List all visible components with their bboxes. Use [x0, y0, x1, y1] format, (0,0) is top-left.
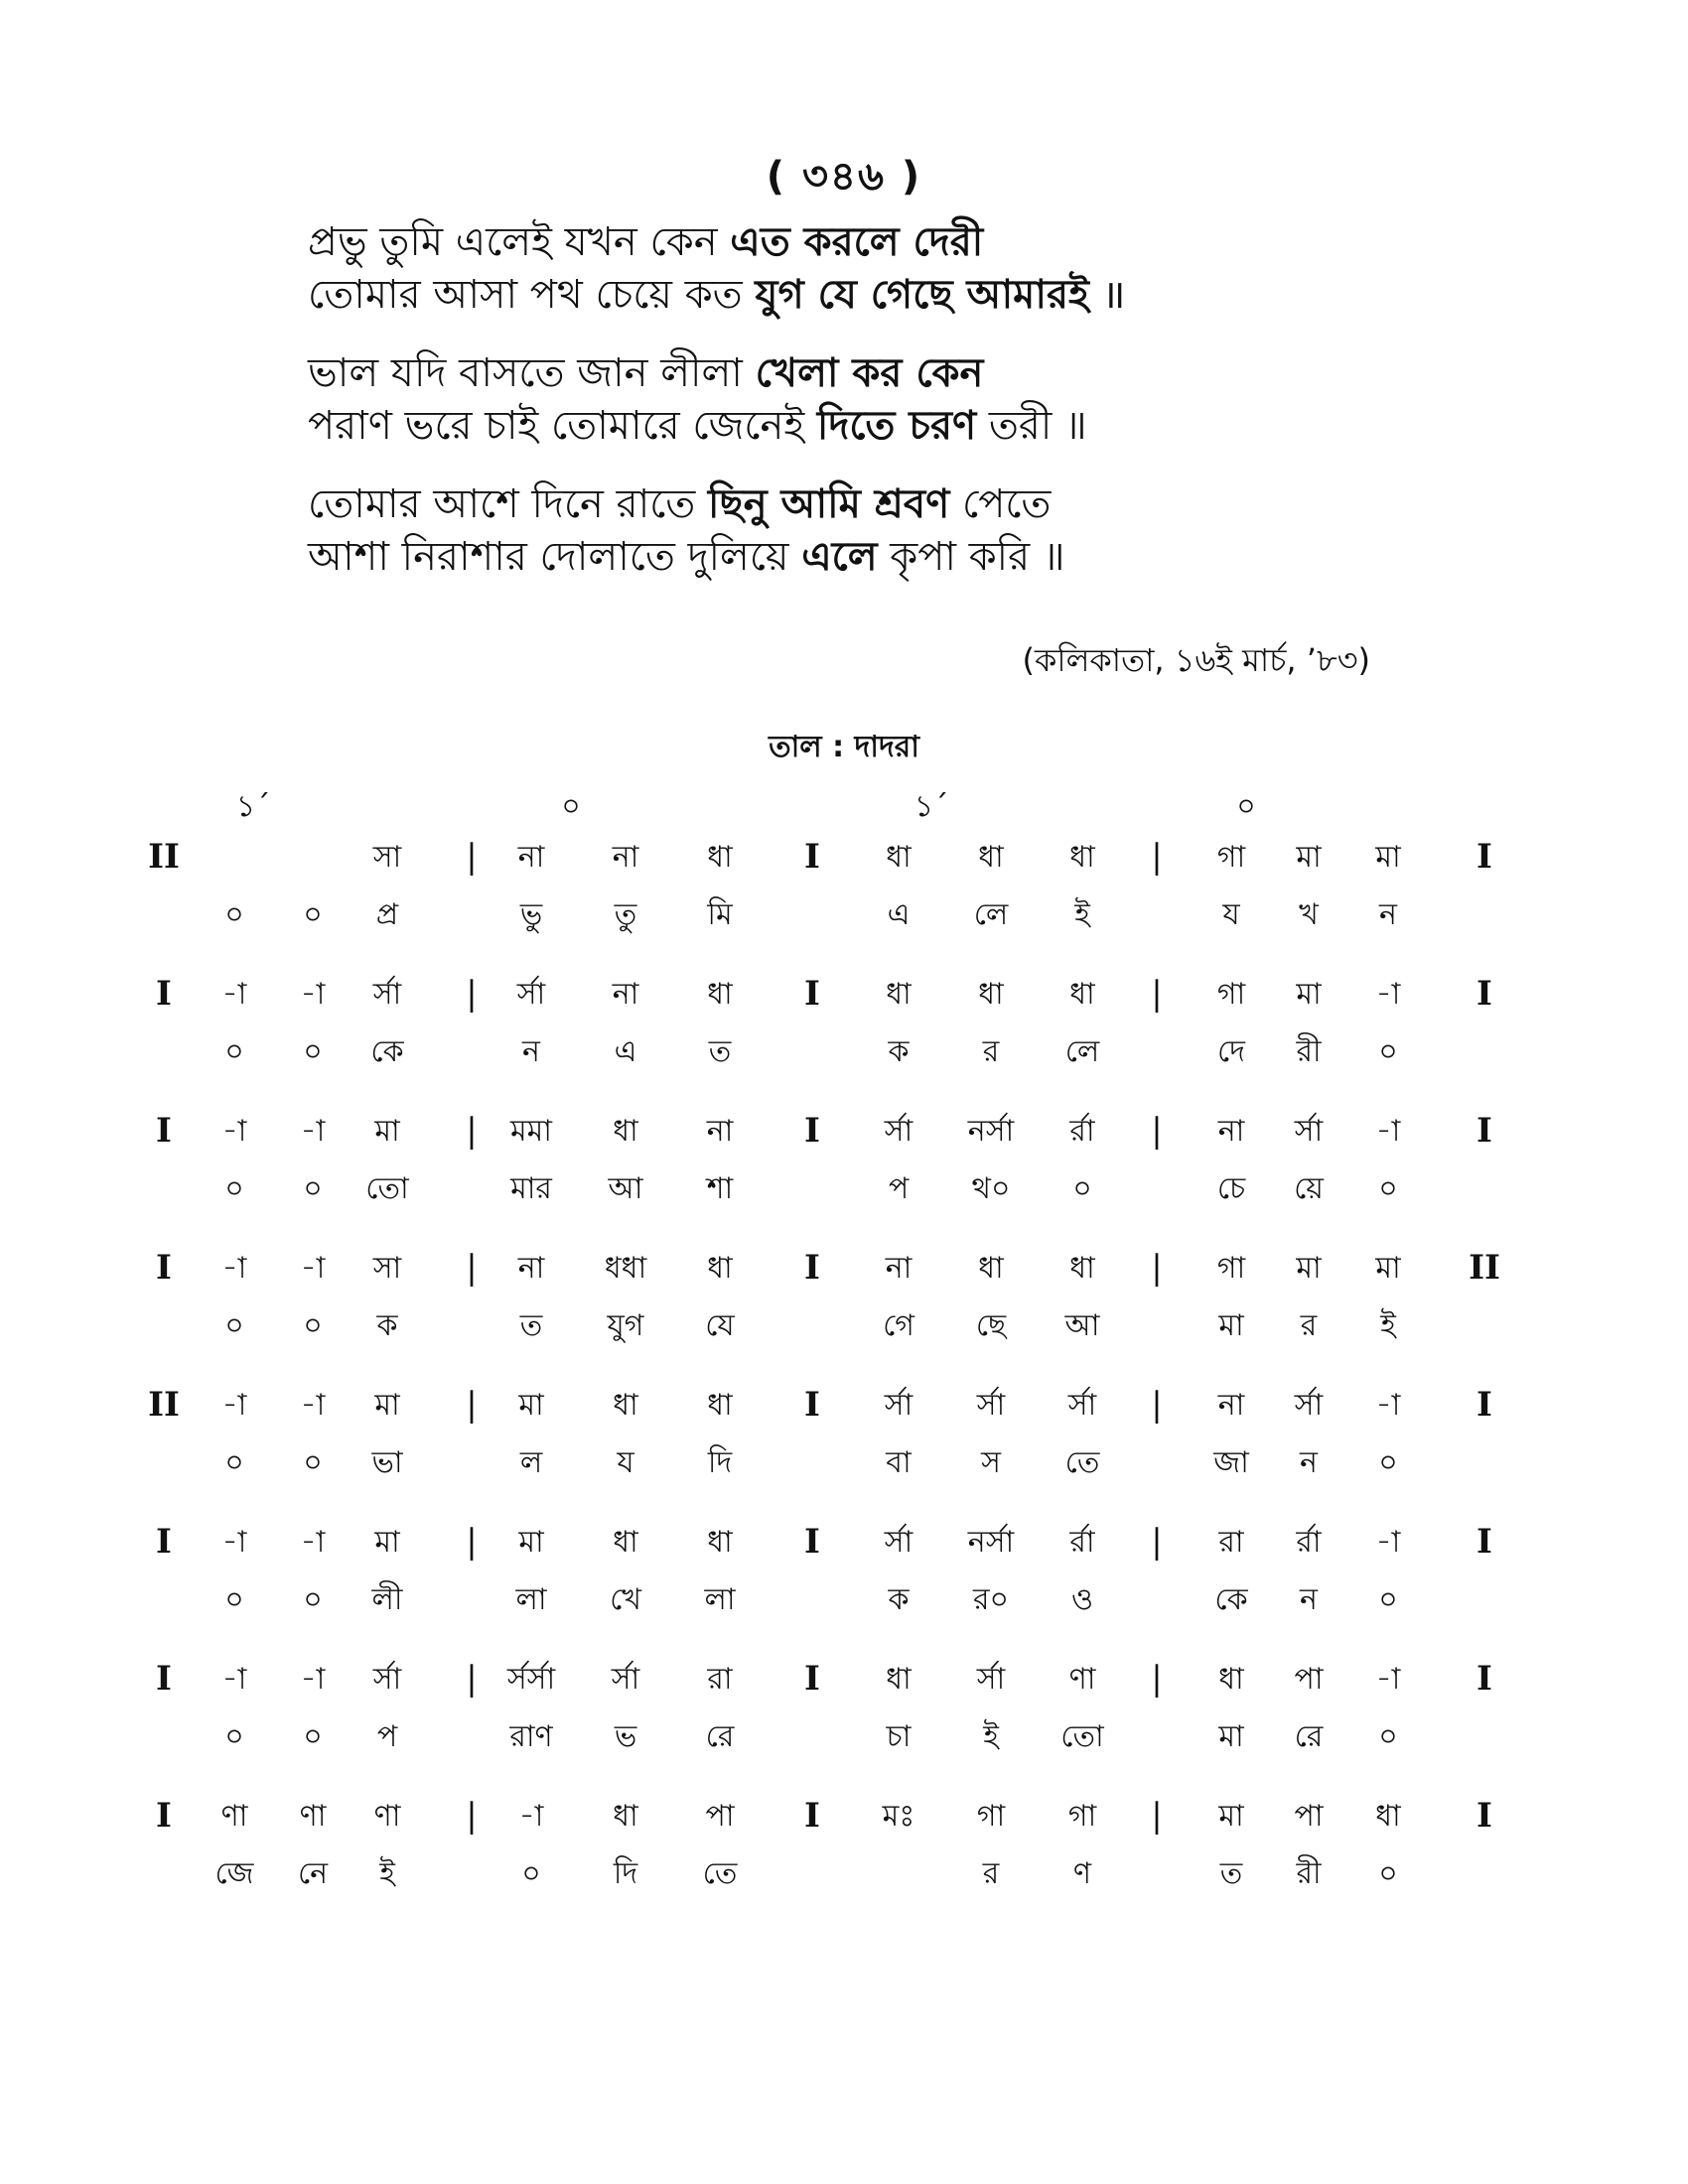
lyric-syllable: তু: [614, 897, 637, 932]
lyric-syllable: প: [376, 1719, 398, 1754]
swara-note: র্সর্সা: [506, 1662, 556, 1697]
swara-note: ধা: [978, 977, 1004, 1012]
lyric-syllable: র০: [972, 1582, 1010, 1617]
beat-divider: |: [466, 1385, 478, 1425]
swara-note: নর্সা: [967, 1525, 1015, 1560]
swara-note: পা: [705, 1799, 735, 1834]
lyric-syllable: ০: [224, 1719, 244, 1754]
lyric-syllable: ই: [1074, 897, 1090, 932]
beat-divider: |: [1151, 1111, 1163, 1151]
lyric-syllable: ০: [224, 897, 244, 932]
swara-note: র্সা: [884, 1525, 914, 1560]
bar-line: II: [148, 1385, 180, 1425]
lyric-syllable: ০: [1378, 1445, 1398, 1480]
lyric-bold-segment: এলে: [801, 534, 878, 580]
bar-line: I: [804, 1248, 820, 1288]
lyric-syllable: খে: [610, 1582, 641, 1617]
song-number: ( ৩৪৬ ): [766, 154, 922, 200]
beat-mark: ০: [1236, 789, 1256, 824]
swara-note: ধা: [886, 1662, 912, 1697]
lyric-syllable: রে: [1294, 1719, 1324, 1754]
lyric-syllable: য়ে: [1294, 1171, 1324, 1206]
lyric-syllable: ক: [376, 1308, 398, 1343]
swara-note: র্সা: [1067, 1388, 1097, 1423]
lyric-syllable: ০: [303, 1308, 323, 1343]
swara-note: ধা: [1218, 1662, 1244, 1697]
lyric-syllable: ল: [519, 1445, 543, 1480]
lyric-syllable: ই: [1380, 1308, 1396, 1343]
beat-divider: |: [466, 1659, 478, 1699]
swara-note: পা: [1294, 1662, 1324, 1697]
lyric-syllable: কে: [370, 1034, 404, 1069]
swara-note: ণা: [373, 1799, 401, 1834]
lyric-syllable: ও: [1070, 1582, 1094, 1617]
beat-divider: |: [466, 1796, 478, 1836]
lyric-syllable: ০: [303, 1582, 323, 1617]
lyric-bold-segment: এত করলে দেরী: [730, 219, 984, 265]
bar-line: I: [804, 1522, 820, 1562]
swara-note: মমা: [509, 1114, 553, 1149]
swara-note: ধা: [707, 977, 733, 1012]
lyric-syllable: ণ: [1072, 1856, 1092, 1891]
swara-note: মঃ: [882, 1799, 915, 1834]
bar-line: I: [156, 1248, 172, 1288]
bar-line: I: [1477, 1111, 1492, 1151]
swara-note: মা: [1296, 1251, 1322, 1286]
swara-note: র্সা: [976, 1662, 1006, 1697]
lyric-syllable: আ: [1064, 1308, 1100, 1343]
swara-note: -া: [1375, 1662, 1401, 1697]
lyric-syllable: যে: [705, 1308, 735, 1343]
swara-note: ধা: [978, 840, 1004, 875]
swara-note: মা: [518, 1525, 544, 1560]
swara-note: -া: [221, 1251, 247, 1286]
beat-divider: |: [466, 1248, 478, 1288]
swara-note: র্সা: [976, 1388, 1006, 1423]
bar-line: II: [1469, 1248, 1500, 1288]
lyric-syllable: ০: [224, 1034, 244, 1069]
bar-line: I: [156, 1111, 172, 1151]
lyric-syllable: ভা: [371, 1445, 403, 1480]
lyric-syllable: ন: [522, 1034, 540, 1069]
swara-note: গা: [1216, 977, 1246, 1012]
swara-note: নর্সা: [967, 1114, 1015, 1149]
swara-note: রা: [707, 1662, 733, 1697]
lyric-syllable: লে: [1064, 1034, 1100, 1069]
lyric-syllable: ০: [1378, 1034, 1398, 1069]
lyric-syllable: ন: [1300, 1445, 1318, 1480]
lyric-segment: আশা নিরাশার দোলাতে দুলিয়ে: [308, 534, 802, 580]
lyric-syllable: ০: [224, 1582, 244, 1617]
beat-divider: |: [466, 974, 478, 1014]
lyric-syllable: র: [982, 1856, 1000, 1891]
swara-note: ণা: [1068, 1662, 1096, 1697]
bar-line: I: [156, 1659, 172, 1699]
lyric-segment: তরী ॥: [976, 403, 1087, 449]
lyric-syllable: র: [982, 1034, 1000, 1069]
lyric-syllable: তে: [1064, 1445, 1100, 1480]
swara-note: মা: [1375, 1251, 1401, 1286]
lyric-syllable: ভ: [614, 1719, 637, 1754]
swara-note: সা: [372, 1251, 402, 1286]
swara-note: -া: [300, 1662, 326, 1697]
beat-divider: |: [466, 1111, 478, 1151]
lyric-syllable: দি: [707, 1445, 733, 1480]
bar-line: I: [804, 837, 820, 877]
swara-note: -া: [518, 1799, 544, 1834]
swara-note: র্সা: [611, 1662, 640, 1697]
swara-note: -া: [1375, 977, 1401, 1012]
swara-note: পা: [1294, 1799, 1324, 1834]
swara-note: ণা: [299, 1799, 327, 1834]
lyric-syllable: থ০: [971, 1171, 1011, 1206]
lyric-syllable: মি: [707, 897, 733, 932]
swara-note: র্রা: [1069, 1114, 1095, 1149]
beat-mark: ০: [561, 789, 581, 824]
swara-note: র্সা: [1294, 1114, 1324, 1149]
swara-note: সা: [372, 840, 402, 875]
swara-note: -া: [300, 1525, 326, 1560]
lyric-syllable: য: [617, 1445, 634, 1480]
bar-line: I: [1477, 1522, 1492, 1562]
lyric-syllable: ক: [888, 1582, 910, 1617]
lyric-syllable: স: [981, 1445, 1001, 1480]
swara-note: না: [1217, 1388, 1245, 1423]
beat-mark: ১´: [235, 789, 271, 824]
bar-line: I: [804, 974, 820, 1014]
bar-line: I: [1477, 1796, 1492, 1836]
lyric-segment: তোমার আসা পথ চেয়ে কত: [308, 272, 756, 318]
swara-note: ধা: [707, 840, 733, 875]
lyric-syllable: দে: [1217, 1034, 1245, 1069]
swara-note: -া: [221, 1525, 247, 1560]
lyric-bold-segment: যুগ যে গেছে আমারই: [755, 272, 1089, 318]
swara-note: না: [612, 977, 639, 1012]
bar-line: I: [804, 1796, 820, 1836]
lyric-syllable: ই: [379, 1856, 395, 1891]
bar-line: I: [156, 974, 172, 1014]
lyric-syllable: প: [888, 1171, 910, 1206]
swara-note: না: [517, 840, 545, 875]
lyric-syllable: তো: [1060, 1719, 1104, 1754]
lyric-syllable: লা: [704, 1582, 736, 1617]
lyric-syllable: লা: [515, 1582, 547, 1617]
lyric-syllable: শা: [706, 1171, 734, 1206]
swara-note: -া: [300, 977, 326, 1012]
lyric-segment: তোমার আশে দিনে রাতে: [308, 481, 709, 527]
lyric-syllable: প্র: [375, 897, 399, 932]
lyric-segment: কৃপা করি ॥: [877, 534, 1065, 580]
lyric-syllable: জা: [1213, 1445, 1249, 1480]
lyric-syllable: এ: [614, 1034, 637, 1069]
lyric-bold-segment: ছিনু আমি শ্রবণ: [708, 481, 950, 527]
lyric-syllable: ০: [1378, 1171, 1398, 1206]
beat-divider: |: [466, 1522, 478, 1562]
lyric-syllable: চা: [886, 1719, 912, 1754]
lyric-syllable: খ: [1299, 897, 1319, 932]
lyric-segment: ভাল যদি বাসতে জান লীলা: [308, 350, 756, 396]
swara-note: র্সা: [372, 1662, 402, 1697]
beat-divider: |: [1151, 837, 1163, 877]
swara-note: -া: [221, 1114, 247, 1149]
swara-note: মা: [374, 1525, 400, 1560]
lyric-syllable: ০: [1378, 1719, 1398, 1754]
beat-mark: ১´: [914, 789, 949, 824]
swara-note: -া: [221, 1388, 247, 1423]
lyric-syllable: রে: [705, 1719, 735, 1754]
lyric-syllable: মার: [510, 1171, 552, 1206]
lyric-syllable: চে: [1216, 1171, 1246, 1206]
lyric-syllable: ০: [1378, 1856, 1398, 1891]
swara-note: গা: [1216, 840, 1246, 875]
lyric-syllable: ০: [1378, 1582, 1398, 1617]
swara-note: ধা: [707, 1251, 733, 1286]
swara-note: ধা: [707, 1525, 733, 1560]
lyric-syllable: য: [1222, 897, 1240, 932]
bar-line: I: [156, 1522, 172, 1562]
swara-note: না: [612, 840, 639, 875]
swara-note: -া: [221, 1662, 247, 1697]
swara-note: মা: [374, 1388, 400, 1423]
swara-note: মা: [1296, 977, 1322, 1012]
lyric-segment: পরাণ ভরে চাই তোমারে জেনেই: [308, 403, 817, 449]
swara-note: মা: [374, 1114, 400, 1149]
bar-line: I: [804, 1111, 820, 1151]
swara-note: -া: [300, 1114, 326, 1149]
swara-note: না: [1217, 1114, 1245, 1149]
lyric-syllable: রী: [1296, 1034, 1322, 1069]
swara-note: ধধা: [604, 1251, 647, 1286]
swara-note: ধা: [613, 1525, 638, 1560]
beat-divider: |: [466, 837, 478, 877]
swara-note: -া: [300, 1251, 326, 1286]
lyric-syllable: ০: [224, 1171, 244, 1206]
swara-note: ধা: [613, 1114, 638, 1149]
beat-divider: |: [1151, 1248, 1163, 1288]
swara-note: র্সা: [884, 1388, 914, 1423]
lyric-bold-segment: খেলা কর কেন: [755, 350, 984, 396]
lyric-syllable: মা: [1218, 1308, 1244, 1343]
swara-note: মা: [518, 1388, 544, 1423]
lyric-syllable: যুগ: [607, 1308, 644, 1343]
lyric-syllable: ত: [708, 1034, 732, 1069]
swara-note: রা: [1218, 1525, 1244, 1560]
lyric-syllable: ০: [303, 1445, 323, 1480]
lyric-syllable: ০: [224, 1308, 244, 1343]
swara-note: র্সা: [516, 977, 546, 1012]
beat-divider: |: [1151, 1522, 1163, 1562]
swara-note: র্সা: [1294, 1388, 1324, 1423]
swara-note: র্সা: [884, 1114, 914, 1149]
bar-line: I: [1477, 1385, 1492, 1425]
lyric-syllable: নে: [297, 1856, 329, 1891]
swara-note: -া: [1375, 1525, 1401, 1560]
bar-line: I: [156, 1796, 172, 1836]
swara-note: -া: [221, 977, 247, 1012]
lyric-syllable: তো: [365, 1171, 409, 1206]
beat-divider: |: [1151, 1659, 1163, 1699]
lyric-syllable: রী: [1296, 1856, 1322, 1891]
lyric-syllable: দি: [613, 1856, 638, 1891]
lyric-syllable: ত: [519, 1308, 543, 1343]
lyric-syllable: ০: [1072, 1171, 1092, 1206]
lyric-syllable: ০: [303, 1034, 323, 1069]
taal-label: তাল : দাদরা: [769, 730, 919, 764]
swara-note: -া: [1375, 1114, 1401, 1149]
lyric-syllable: ছে: [975, 1308, 1007, 1343]
bar-line: I: [804, 1385, 820, 1425]
lyric-syllable: ০: [303, 1171, 323, 1206]
lyric-syllable: আ: [608, 1171, 643, 1206]
lyric-syllable: ০: [521, 1856, 541, 1891]
swara-note: মা: [1375, 840, 1401, 875]
lyric-segment: ॥: [1088, 272, 1126, 318]
swara-note: ণা: [220, 1799, 248, 1834]
swara-note: না: [517, 1251, 545, 1286]
lyric-syllable: ন: [1379, 897, 1397, 932]
lyric-segment: পেতে: [949, 481, 1052, 527]
swara-note: ধা: [1069, 840, 1095, 875]
lyric-syllable: লে: [973, 897, 1009, 932]
swara-note: ধা: [978, 1251, 1004, 1286]
swara-note: -া: [300, 1388, 326, 1423]
lyric-syllable: ০: [224, 1445, 244, 1480]
bar-line: I: [804, 1659, 820, 1699]
lyric-syllable: জে: [214, 1856, 254, 1891]
lyric-syllable: বা: [886, 1445, 912, 1480]
swara-note: ধা: [1375, 1799, 1401, 1834]
lyric-syllable: কে: [1214, 1582, 1248, 1617]
lyric-syllable: গে: [883, 1308, 914, 1343]
lyric-syllable: তে: [702, 1856, 738, 1891]
lyric-syllable: লী: [371, 1582, 403, 1617]
swara-note: মা: [1218, 1799, 1244, 1834]
swara-note: গা: [976, 1799, 1006, 1834]
swara-note: র্সা: [372, 977, 402, 1012]
swara-note: না: [885, 1251, 913, 1286]
bar-line: I: [1477, 1659, 1492, 1699]
lyric-syllable: ত: [1219, 1856, 1243, 1891]
lyric-syllable: এ: [887, 897, 911, 932]
swara-note: র্রা: [1296, 1525, 1322, 1560]
swara-note: -া: [1375, 1388, 1401, 1423]
swara-note: ধা: [886, 977, 912, 1012]
swara-note: ধা: [886, 840, 912, 875]
swara-note: গা: [1216, 1251, 1246, 1286]
bar-line: I: [1477, 837, 1492, 877]
lyric-syllable: র: [1300, 1308, 1318, 1343]
lyric-syllable: ভু: [519, 897, 543, 932]
lyric-syllable: ক: [888, 1034, 910, 1069]
swara-note: মা: [1296, 840, 1322, 875]
beat-divider: |: [1151, 974, 1163, 1014]
lyric-syllable: মা: [1218, 1719, 1244, 1754]
swara-note: ধা: [1069, 1251, 1095, 1286]
lyric-syllable: ০: [303, 1719, 323, 1754]
place-date-note: (কলিকাতা, ১৬ই মার্চ, ’৮৩): [1022, 641, 1370, 679]
lyric-segment: প্রভু তুমি এলেই যখন কেন: [308, 219, 731, 265]
lyric-bold-segment: দিতে চরণ: [816, 403, 977, 449]
beat-divider: |: [1151, 1796, 1163, 1836]
swara-note: গা: [1067, 1799, 1097, 1834]
lyric-syllable: রাণ: [509, 1719, 553, 1754]
swara-note: ধা: [613, 1799, 638, 1834]
swara-note: ধা: [707, 1388, 733, 1423]
beat-divider: |: [1151, 1385, 1163, 1425]
bar-line: II: [148, 837, 180, 877]
swara-note: ধা: [613, 1388, 638, 1423]
swara-note: র্রা: [1069, 1525, 1095, 1560]
swara-note: ধা: [1069, 977, 1095, 1012]
bar-line: I: [1477, 974, 1492, 1014]
swara-note: না: [706, 1114, 734, 1149]
lyric-syllable: ন: [1300, 1582, 1318, 1617]
lyric-syllable: ই: [983, 1719, 999, 1754]
lyric-syllable: ০: [303, 897, 323, 932]
